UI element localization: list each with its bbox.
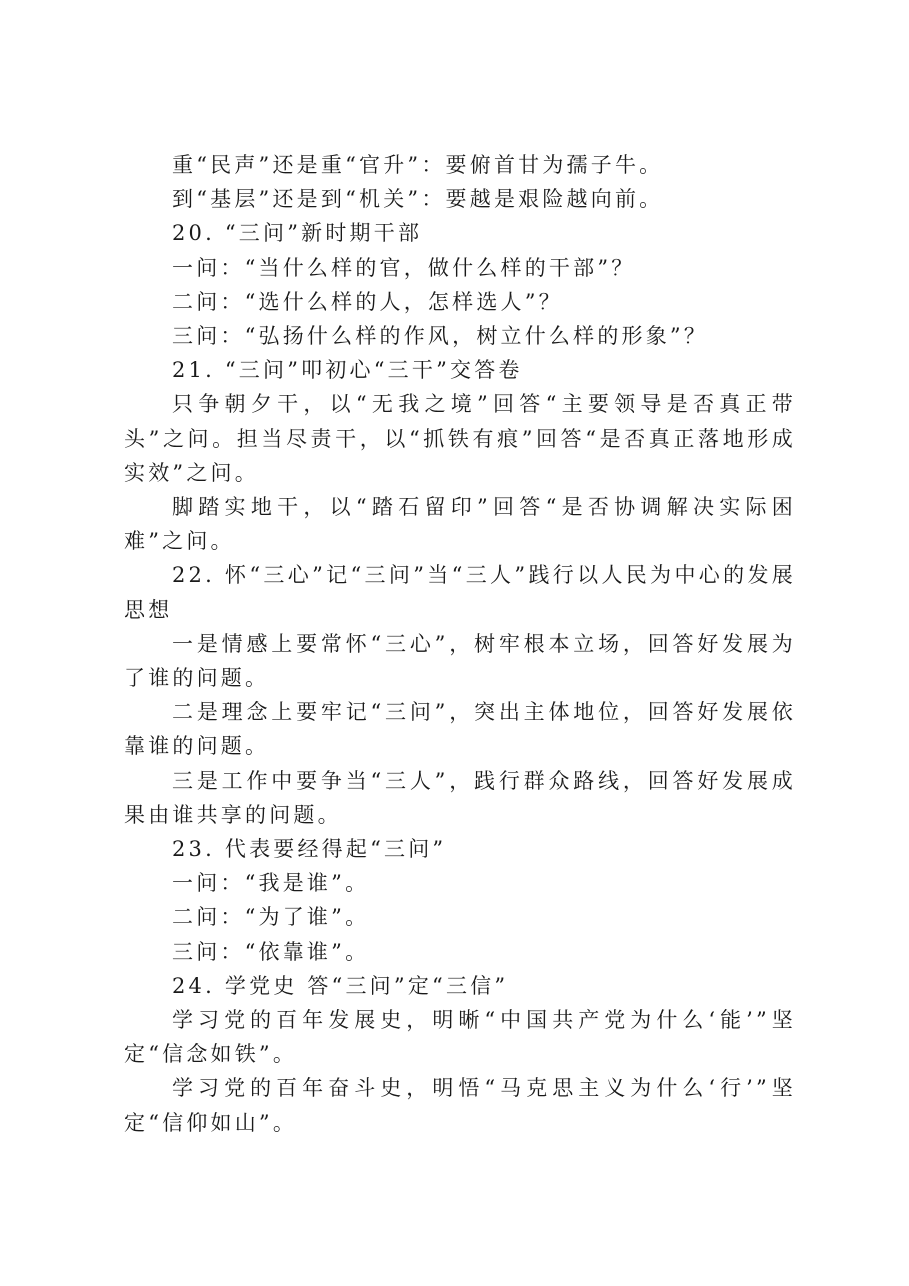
paragraph: 三是工作中要争当“三人”，践行群众路线，回答好发展成果由谁共享的问题。: [124, 768, 796, 827]
paragraph: 三问：“依靠谁”。: [172, 939, 370, 964]
section-heading: 22. 怀“三心”记“三问”当“三人”践行以人民为中心的发展思想: [124, 563, 796, 622]
section-heading: 21. “三问”叩初心“三干”交答卷: [172, 358, 523, 383]
paragraph: 二是理念上要牢记“三问”，突出主体地位，回答好发展依靠谁的问题。: [124, 700, 796, 759]
paragraph: 到“基层”还是到“机关”：要越是艰险越向前。: [172, 187, 664, 212]
paragraph: 重“民声”还是重“官升”：要俯首甘为孺子牛。: [172, 153, 664, 177]
paragraph: 一问：“当什么样的官，做什么样的干部”？: [172, 255, 636, 280]
paragraph: 二问：“选什么样的人，怎样选人”？: [172, 289, 563, 314]
section-heading: 24. 学党史 答“三问”定“三信”: [172, 973, 509, 998]
paragraph: 二问：“为了谁”。: [172, 905, 370, 930]
paragraph: 一是情感上要常怀“三心”，树牢根本立场，回答好发展为了谁的问题。: [124, 631, 796, 691]
paragraph: 一问：“我是谁”。: [172, 871, 370, 896]
document-body: [124, 148, 796, 1140]
paragraph: 学习党的百年发展史，明晰“中国共产党为什么‘能’”坚定“信念如铁”。: [124, 1008, 796, 1067]
paragraph: 学习党的百年奋斗史，明悟“马克思主义为什么‘行’”坚定“信仰如山”。: [124, 1076, 796, 1135]
paragraph: 只争朝夕干，以“无我之境”回答“主要领导是否真正带头”之问。担当尽责干，以“抓铁有痕”回答“是否真正落地形成实效”之问。: [124, 392, 796, 485]
section-heading: 20. “三问”新时期干部: [172, 221, 423, 246]
paragraph: 脚踏实地干，以“踏石留印”回答“是否协调解决实际困难”之问。: [124, 495, 796, 554]
paragraph: 三问：“弘扬什么样的作风，树立什么样的形象”？: [172, 324, 709, 349]
section-heading: 23. 代表要经得起“三问”: [172, 837, 447, 862]
